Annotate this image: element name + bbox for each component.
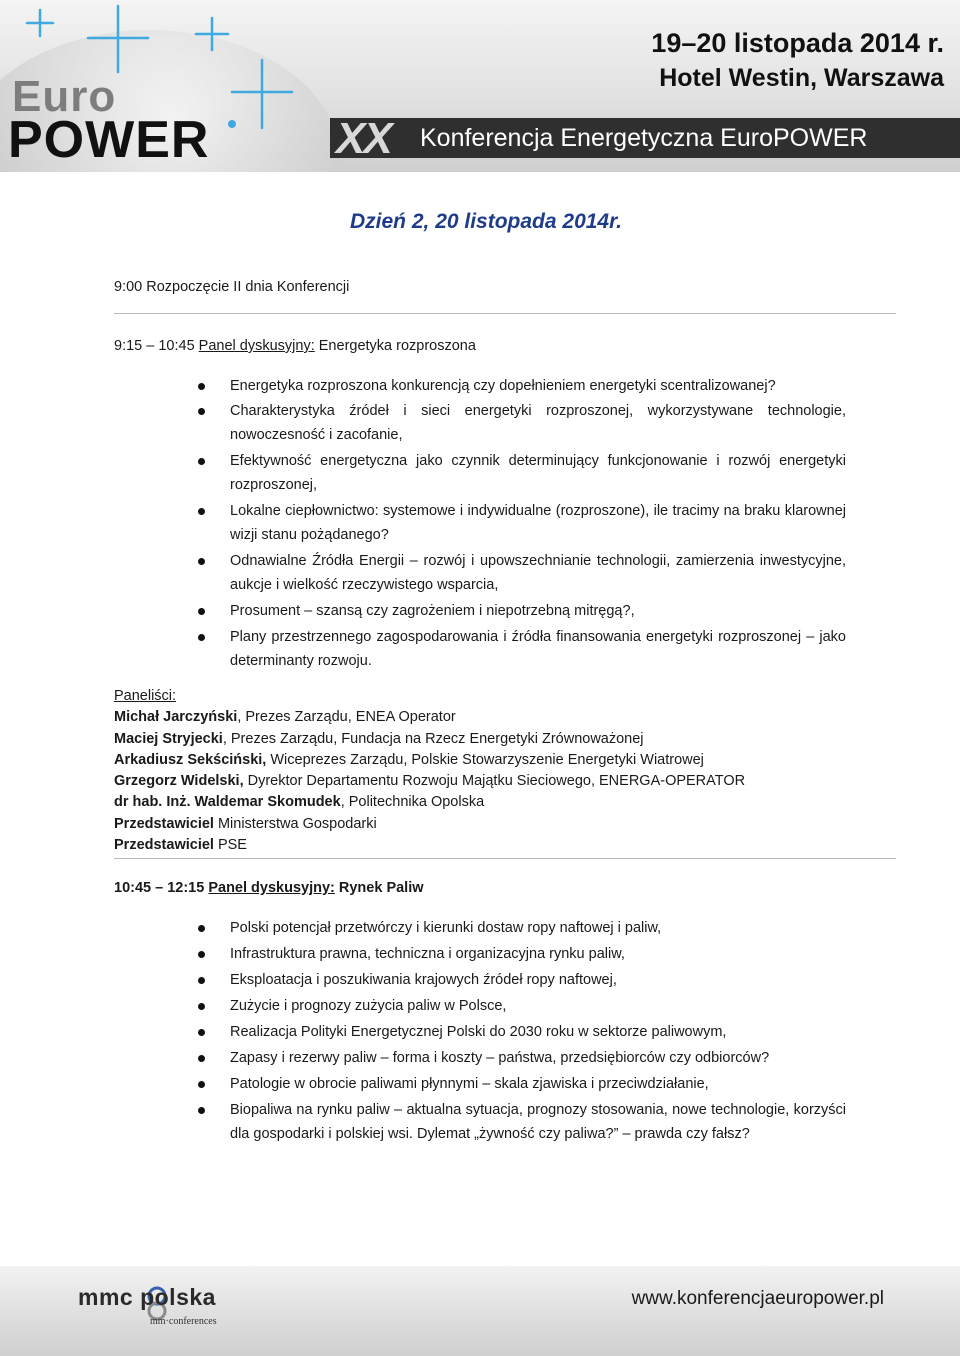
panelist-name: Grzegorz Widelski,: [114, 773, 244, 790]
mmc-polska-logo: mmc polska: [78, 1284, 216, 1310]
list-item: Patologie w obrocie paliwami płynnymi – skala zjawiska i przeciwdziałanie,: [196, 1072, 846, 1096]
divider: [114, 313, 896, 314]
list-item: Energetyka rozproszona konkurencją czy dopełnieniem energetyki scentralizowanej?: [196, 374, 846, 398]
panelist-row: [114, 771, 745, 792]
panelist-role: PSE: [213, 837, 247, 854]
panelist-role: , Prezes Zarządu, ENEA Operator: [237, 709, 456, 726]
event-dates: 19–20 listopada 2014 r.: [651, 28, 944, 58]
panel2-label: Panel dyskusyjny:: [208, 880, 335, 896]
event-venue: Hotel Westin, Warszawa: [659, 64, 944, 92]
conference-website-link[interactable]: www.konferencjaeuropower.pl: [631, 1288, 884, 1309]
panel2-title: Rynek Paliw: [338, 880, 424, 896]
footer-bar: [0, 1266, 960, 1356]
list-item: Efektywność energetyczna jako czynnik determinujący funkcjonowanie i rozwój energetyki rozproszonej,: [196, 449, 846, 497]
panel1-heading: [114, 338, 476, 354]
conference-name: Konferencja Energetyczna EuroPOWER: [420, 124, 868, 152]
panelist-role: Dyrektor Departamentu Rozwoju Majątku Sieciowego, ENERGA-OPERATOR: [243, 773, 746, 790]
panelists-label: Paneliści:: [114, 688, 177, 704]
list-item: Zapasy i rezerwy paliw – forma i koszty – państwa, przedsiębiorców czy odbiorców?: [196, 1046, 846, 1070]
panelist-name: Przedstawiciel: [114, 815, 214, 832]
panelist-row: [114, 814, 745, 835]
list-item: Charakterystyka źródeł i sieci energetyki rozproszonej, wykorzystywane technologie, nowoczesność i zacofanie,: [196, 399, 846, 447]
list-item: Polski potencjał przetwórczy i kierunki dostaw ropy naftowej i paliw,: [196, 916, 846, 940]
panelist-row: [114, 707, 745, 728]
list-item: Zużycie i prognozy zużycia paliw w Polsce,: [196, 994, 846, 1018]
list-item: Eksploatacja i poszukiwania krajowych źródeł ropy naftowej,: [196, 968, 846, 992]
panelist-name: Arkadiusz Sekściński,: [114, 751, 267, 768]
panel1-title: Energetyka rozproszona: [318, 338, 476, 354]
panel2-time: 10:45 – 12:15: [114, 880, 205, 896]
mm-conferences-logo: mm·conferences: [150, 1316, 217, 1327]
panelist-row: [114, 750, 745, 771]
panelist-name: Michał Jarczyński: [114, 709, 238, 726]
list-item: Infrastruktura prawna, techniczna i organizacyjna rynku paliw,: [196, 942, 846, 966]
panelist-name: dr hab. Inż. Waldemar Skomudek: [114, 794, 341, 811]
panelist-name: Maciej Stryjecki: [114, 730, 223, 747]
panelist-name: Przedstawiciel: [114, 837, 214, 854]
panelist-row: [114, 835, 745, 856]
logo-power: POWER: [8, 111, 210, 169]
panel1-topics-list: [196, 374, 846, 673]
panel1-label: Panel dyskusyjny:: [198, 338, 315, 354]
header-banner: [0, 0, 960, 172]
list-item: Realizacja Polityki Energetycznej Polski do 2030 roku w sektorze paliwowym,: [196, 1020, 846, 1044]
list-item: Odnawialne Źródła Energii – rozwój i upowszechnianie technologii, zamierzenia inwestycyjne, aukcje i wielkość rzeczywistego wsparcia,: [196, 549, 846, 597]
panel2-heading: [114, 880, 424, 896]
panelist-row: [114, 792, 745, 813]
panel2-topics-list: [196, 916, 846, 1146]
panelist-row: [114, 729, 745, 750]
panelist-role: , Prezes Zarządu, Fundacja na Rzecz Energetyki Zrównoważonej: [222, 730, 644, 747]
logo-euro: Euro: [12, 72, 117, 121]
panelist-role: Ministerstwa Gospodarki: [213, 815, 377, 832]
divider: [114, 858, 896, 859]
list-item: Biopaliwa na rynku paliw – aktualna sytuacja, prognozy stosowania, nowe technologie, korzyści dla gospodarki i polskiej wsi. Dylemat „żywność czy paliwa?” – prawda czy fałsz?: [196, 1098, 846, 1146]
list-item: Prosument – szansą czy zagrożeniem i niepotrzebną mitręgą?,: [196, 599, 846, 623]
list-item: Lokalne ciepłownictwo: systemowe i indywidualne (rozproszone), ile tracimy na braku klarownej wizji stanu pożądanego?: [196, 499, 846, 547]
panelists-block: [114, 686, 745, 856]
list-item: Plany przestrzennego zagospodarowania i źródła finansowania energetyki rozproszonej – jako determinanty rozwoju.: [196, 625, 846, 673]
edition-roman-numeral: XX: [336, 114, 391, 163]
panelist-role: , Politechnika Opolska: [340, 794, 485, 811]
day-title: Dzień 2, 20 listopada 2014r.: [350, 210, 622, 233]
panelist-role: Wiceprezes Zarządu, Polskie Stowarzyszenie Energetyki Wiatrowej: [266, 751, 704, 768]
panel1-time: 9:15 – 10:45: [114, 338, 195, 354]
opening-item: 9:00 Rozpoczęcie II dnia Konferencji: [114, 279, 350, 295]
